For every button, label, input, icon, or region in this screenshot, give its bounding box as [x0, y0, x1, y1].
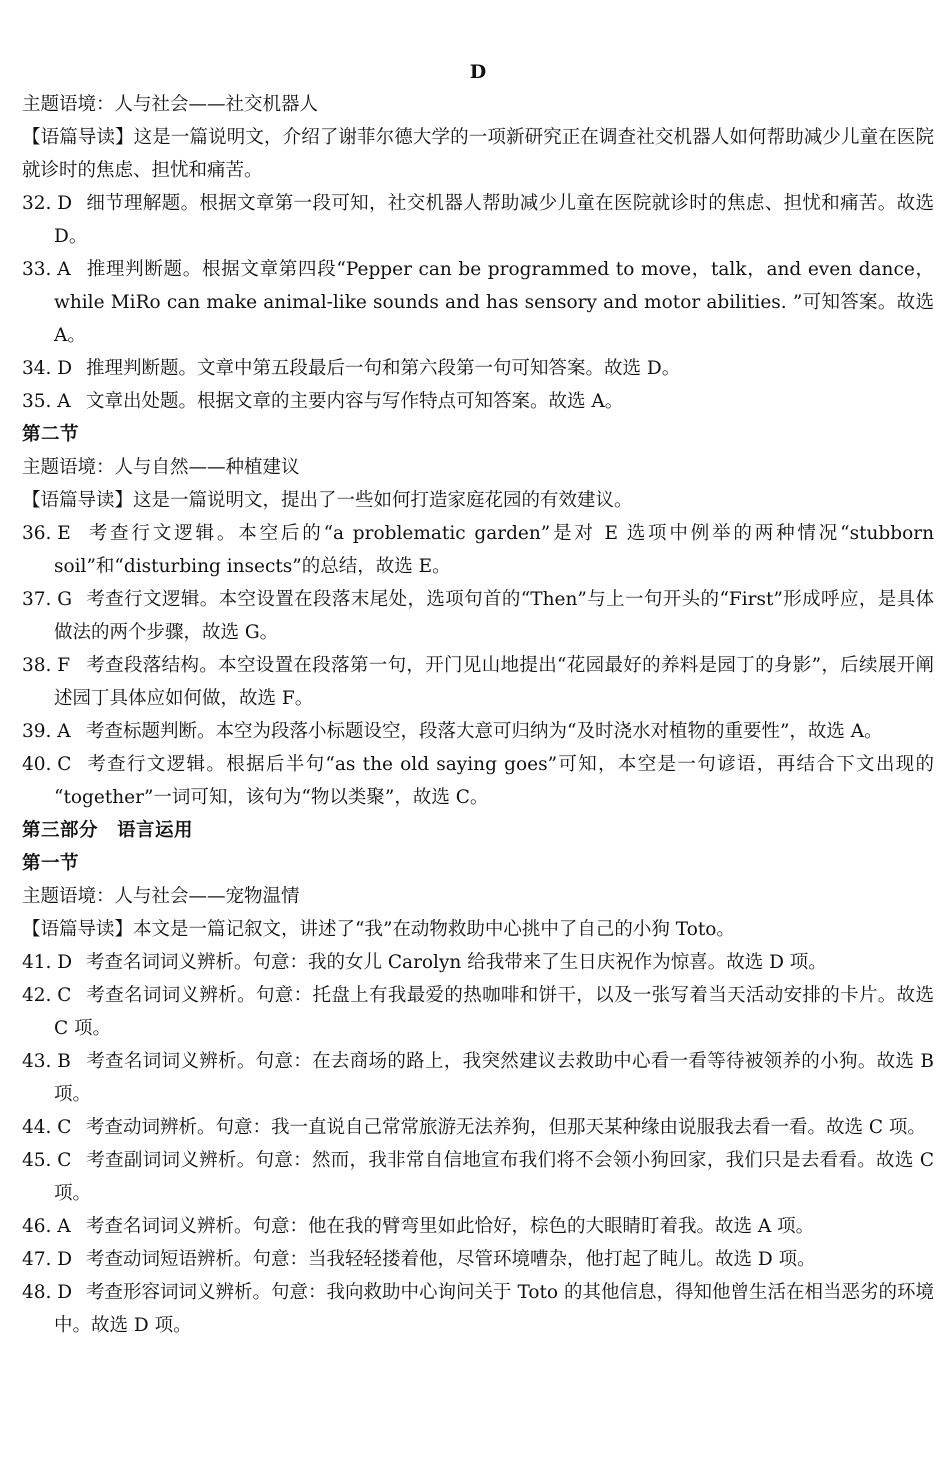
answer-explanation: 文章出处题。根据文章的主要内容与写作特点可知答案。故选 A。: [86, 391, 624, 412]
answer-number: 32. D: [22, 193, 73, 214]
answer-explanation: 考查段落结构。本空设置在段落第一句，开门见山地提出“花园最好的养料是园丁的身影”，后续展开阐述园丁具体应如何做，故选 F。: [54, 655, 934, 709]
answer-number: 35. A: [22, 391, 71, 412]
answer-number: 40. C: [22, 754, 72, 775]
answer-key-page: [22, 58, 934, 1342]
answer-explanation: 考查动词辨析。句意：我一直说自己常常旅游无法养狗，但那天某种缘由说服我去看一看。故选 C 项。: [86, 1117, 926, 1138]
answer-number: 36. E: [22, 523, 71, 544]
answer-explanation: 考查名词词义辨析。句意：我的女儿 Carolyn 给我带来了生日庆祝作为惊喜。故选 D 项。: [86, 952, 827, 973]
answer-item: [22, 1210, 934, 1243]
passage-intro: 【语篇导读】本文是一篇记叙文，讲述了“我”在动物救助中心挑中了自己的小狗 Toto。: [22, 919, 735, 940]
answer-item: [22, 517, 934, 583]
answer-number: 47. D: [22, 1249, 73, 1270]
answer-explanation: 考查标题判断。本空为段落小标题设空，段落大意可归纳为“及时浇水对植物的重要性”，故选 A。: [86, 721, 883, 742]
answer-number: 37. G: [22, 589, 73, 610]
answer-number: 41. D: [22, 952, 73, 973]
answer-number: 39. A: [22, 721, 71, 742]
answer-item: [22, 1111, 934, 1144]
section-heading: 第一节: [22, 853, 80, 874]
answer-explanation: 考查行文逻辑。本空后的“a problematic garden”是对 E 选项中例举的两种情况“stubborn soil”和“disturbing insects”的总结，故选 E。: [54, 523, 934, 577]
answer-explanation: 考查动词短语辨析。句意：当我轻轻搂着他，尽管环境嘈杂，他打起了盹儿。故选 D 项。: [86, 1249, 816, 1270]
answer-explanation: 考查行文逻辑。根据后半句“as the old saying goes”可知，本空是一句谚语，再结合下文出现的 “together”一词可知，该句为“物以类聚”，故选 C。: [54, 754, 934, 808]
section-title: D: [469, 61, 487, 83]
answer-number: 42. C: [22, 985, 72, 1006]
answer-item: [22, 979, 934, 1045]
answer-item: [22, 715, 934, 748]
answer-item: [22, 187, 934, 253]
answer-number: 43. B: [22, 1051, 71, 1072]
answer-explanation: 考查名词词义辨析。句意：托盘上有我最爱的热咖啡和饼干，以及一张写着当天活动安排的卡片。故选 C 项。: [54, 985, 934, 1039]
passage-intro: 【语篇导读】这是一篇说明文，提出了一些如何打造家庭花园的有效建议。: [22, 490, 633, 511]
answer-item: [22, 583, 934, 649]
answer-item: [22, 946, 934, 979]
answer-explanation: 推理判断题。文章中第五段最后一句和第六段第一句可知答案。故选 D。: [86, 358, 681, 379]
answer-item: [22, 253, 934, 352]
answer-number: 38. F: [22, 655, 71, 676]
answer-number: 44. C: [22, 1117, 72, 1138]
answer-explanation: 考查名词词义辨析。句意：他在我的臂弯里如此恰好，棕色的大眼睛盯着我。故选 A 项。: [86, 1216, 815, 1237]
topic-context: 主题语境：人与社会——宠物温情: [22, 886, 300, 907]
answer-explanation: 考查形容词词义辨析。句意：我向救助中心询问关于 Toto 的其他信息，得知他曾生活在相当恶劣的环境中。故选 D 项。: [54, 1282, 934, 1336]
topic-context: 主题语境：人与社会——社交机器人: [22, 94, 319, 115]
answer-explanation: 考查名词词义辨析。句意：在去商场的路上，我突然建议去救助中心看一看等待被领养的小狗。故选 B 项。: [54, 1051, 934, 1105]
answer-number: 48. D: [22, 1282, 73, 1303]
answer-item: [22, 1144, 934, 1210]
answer-item: [22, 748, 934, 814]
section-heading: 第二节: [22, 424, 80, 445]
answer-item: [22, 1243, 934, 1276]
answer-explanation: 考查副词词义辨析。句意：然而，我非常自信地宣布我们将不会领小狗回家，我们只是去看看。故选 C 项。: [54, 1150, 934, 1204]
answer-item: [22, 1045, 934, 1111]
answer-number: 46. A: [22, 1216, 71, 1237]
answer-content: [22, 88, 934, 1342]
section-heading: 第三部分 语言运用: [22, 820, 194, 841]
answer-item: [22, 352, 934, 385]
answer-explanation: 考查行文逻辑。本空设置在段落末尾处，选项句首的“Then”与上一句开头的“First”形成呼应，是具体做法的两个步骤，故选 G。: [54, 589, 934, 643]
answer-explanation: 细节理解题。根据文章第一段可知，社交机器人帮助减少儿童在医院就诊时的焦虑、担忧和痛苦。故选 D。: [54, 193, 934, 247]
answer-item: [22, 649, 934, 715]
answer-number: 33. A: [22, 259, 71, 280]
topic-context: 主题语境：人与自然——种植建议: [22, 457, 300, 478]
answer-explanation: 推理判断题。根据文章第四段“Pepper can be programmed to move，talk，and even dance，while MiRo can make animal-like sounds and has sensory and motor abilities. ”可知答案。故选 A。: [54, 259, 934, 346]
answer-item: [22, 1276, 934, 1342]
answer-number: 34. D: [22, 358, 73, 379]
passage-intro: 【语篇导读】这是一篇说明文，介绍了谢菲尔德大学的一项新研究正在调查社交机器人如何帮助减少儿童在医院就诊时的焦虑、担忧和痛苦。: [22, 127, 934, 181]
answer-item: [22, 385, 934, 418]
answer-number: 45. C: [22, 1150, 72, 1171]
